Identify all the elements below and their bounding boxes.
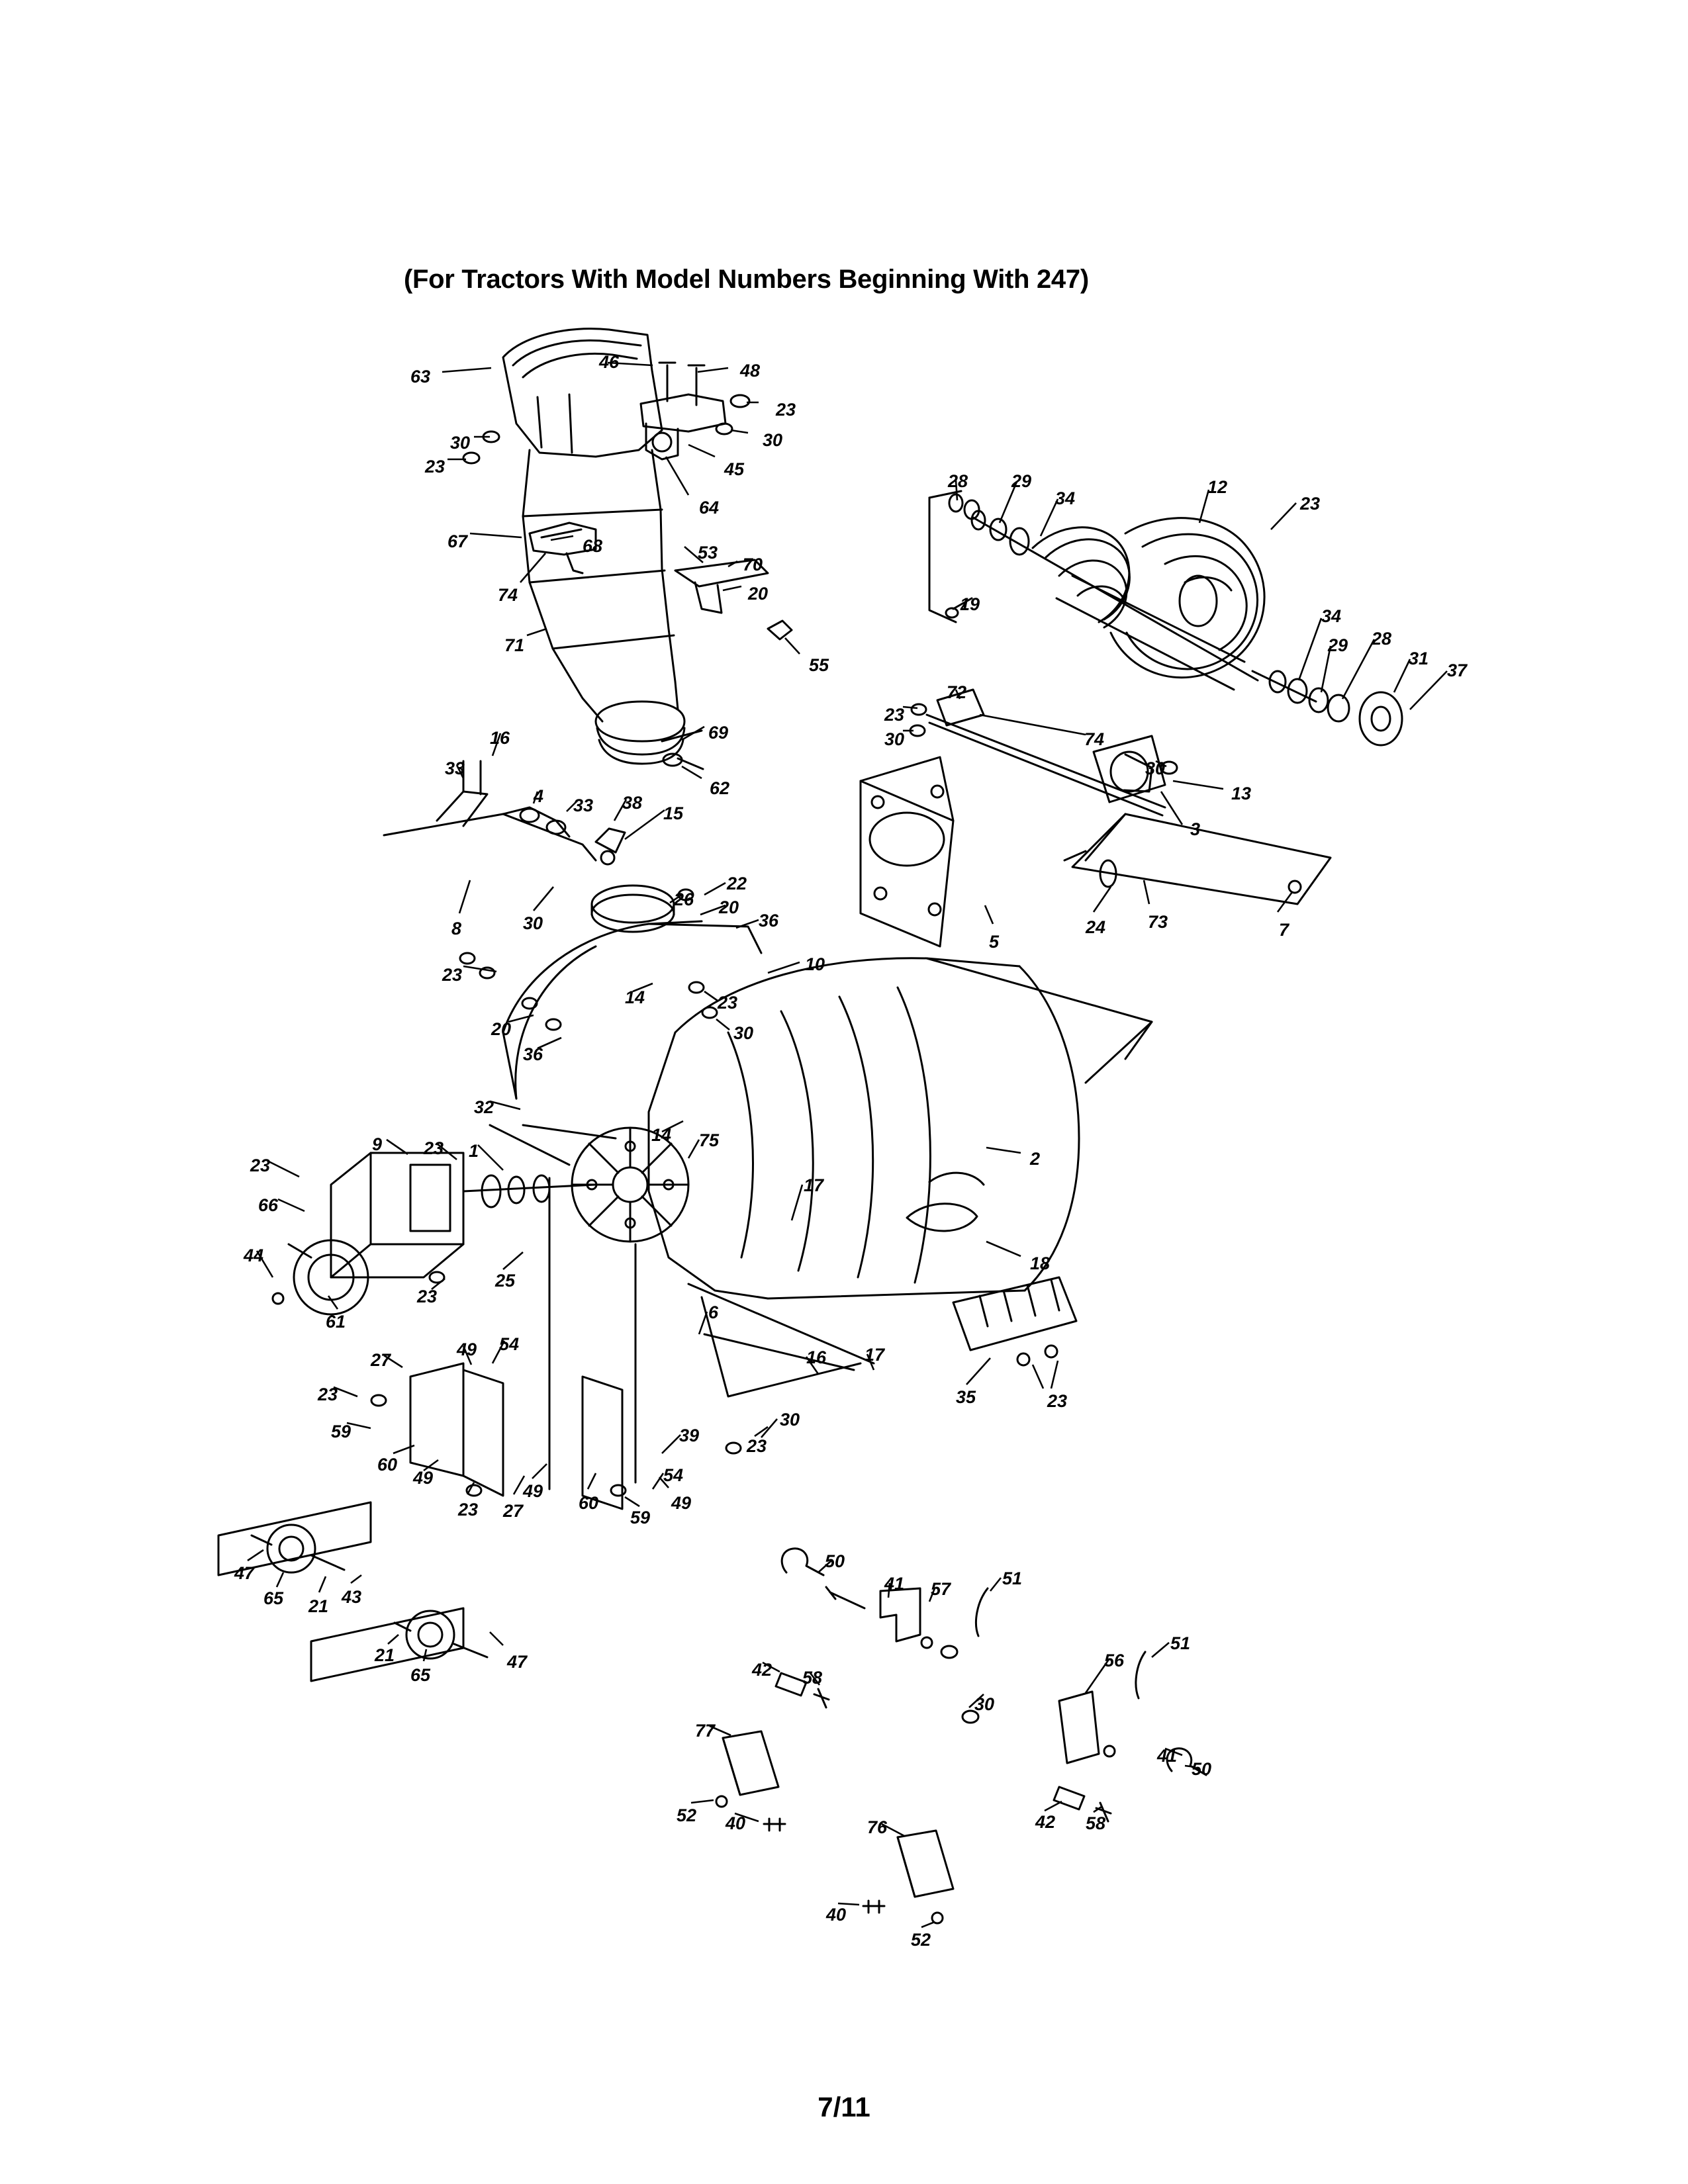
callout-number: 37 bbox=[1447, 660, 1468, 680]
callout-number: 23 bbox=[417, 1287, 438, 1306]
callout-number: 51 bbox=[1170, 1633, 1191, 1653]
callout-number: 76 bbox=[867, 1817, 888, 1837]
callout-number: 72 bbox=[947, 682, 967, 702]
callout-number: 65 bbox=[410, 1665, 431, 1685]
callout-number: 65 bbox=[263, 1588, 284, 1608]
callout-number: 59 bbox=[630, 1508, 651, 1527]
callout-number: 58 bbox=[1086, 1813, 1106, 1833]
callout-number: 40 bbox=[726, 1813, 746, 1833]
callout-number: 41 bbox=[884, 1574, 905, 1594]
callout-number: 14 bbox=[651, 1125, 672, 1145]
callout-number: 30 bbox=[1145, 758, 1166, 778]
callout-number: 19 bbox=[960, 594, 980, 614]
callout-number: 68 bbox=[583, 536, 603, 556]
callout-number: 8 bbox=[451, 919, 462, 938]
callout-number: 27 bbox=[503, 1501, 524, 1521]
callout-number: 29 bbox=[1328, 635, 1348, 655]
callout-number: 12 bbox=[1207, 477, 1228, 497]
callout-number: 3 bbox=[1190, 819, 1201, 839]
callout-number: 53 bbox=[698, 543, 718, 563]
callout-number: 52 bbox=[911, 1930, 931, 1950]
page-number: 7/11 bbox=[818, 2091, 870, 2122]
callout-number: 16 bbox=[806, 1347, 827, 1367]
callout-number: 61 bbox=[326, 1312, 346, 1332]
callout-number: 21 bbox=[375, 1645, 395, 1665]
callout-number: 23 bbox=[424, 1138, 444, 1158]
callout-number: 77 bbox=[695, 1721, 716, 1741]
callout-number: 70 bbox=[743, 555, 763, 574]
callout-number: 39 bbox=[679, 1426, 700, 1445]
callout-number: 42 bbox=[1035, 1812, 1056, 1832]
callout-number: 33 bbox=[445, 758, 465, 778]
callout-number: 55 bbox=[809, 655, 829, 675]
callout-number: 21 bbox=[308, 1596, 329, 1616]
callout-number: 23 bbox=[1300, 494, 1321, 514]
callout-number: 32 bbox=[474, 1097, 494, 1117]
callout-number: 24 bbox=[1086, 917, 1106, 937]
callout-number: 20 bbox=[748, 584, 769, 604]
callout-number: 33 bbox=[573, 796, 594, 815]
callout-number: 67 bbox=[447, 531, 468, 551]
callout-number: 48 bbox=[740, 361, 761, 381]
callout-number: 50 bbox=[1192, 1759, 1212, 1779]
callout-number: 23 bbox=[425, 457, 445, 477]
callout-number: 23 bbox=[318, 1385, 338, 1404]
callout-number: 28 bbox=[1372, 629, 1392, 649]
callout-number: 6 bbox=[708, 1302, 719, 1322]
callout-number: 20 bbox=[491, 1019, 512, 1039]
callout-number: 17 bbox=[804, 1175, 824, 1195]
callout-number: 30 bbox=[974, 1694, 995, 1714]
callout-number: 7 bbox=[1279, 920, 1289, 940]
callout-number: 49 bbox=[457, 1340, 477, 1359]
callout-number: 30 bbox=[450, 433, 471, 453]
callout-number: 57 bbox=[931, 1579, 951, 1599]
callout-number: 45 bbox=[724, 459, 745, 479]
callout-number: 34 bbox=[1321, 606, 1342, 626]
callout-number: 36 bbox=[523, 1044, 543, 1064]
callout-number: 2 bbox=[1030, 1149, 1041, 1169]
callout-number: 36 bbox=[759, 911, 779, 931]
callout-number: 60 bbox=[377, 1455, 398, 1475]
callout-number: 23 bbox=[884, 705, 905, 725]
callout-number: 46 bbox=[599, 352, 620, 372]
callout-number: 30 bbox=[763, 430, 783, 450]
callout-number: 59 bbox=[331, 1422, 352, 1441]
callout-number: 25 bbox=[495, 1271, 516, 1291]
callout-number: 56 bbox=[1104, 1651, 1125, 1670]
callout-number: 43 bbox=[342, 1587, 362, 1607]
callout-number: 64 bbox=[699, 498, 720, 518]
callout-number: 23 bbox=[1047, 1391, 1068, 1411]
callout-number: 23 bbox=[776, 400, 796, 420]
callout-number: 30 bbox=[523, 913, 543, 933]
callout-number: 58 bbox=[802, 1668, 823, 1688]
callout-number: 52 bbox=[677, 1805, 697, 1825]
callout-number: 30 bbox=[780, 1410, 800, 1430]
callout-number: 69 bbox=[708, 723, 729, 743]
callout-number: 27 bbox=[371, 1350, 391, 1370]
callout-number: 49 bbox=[671, 1493, 692, 1513]
callout-number: 49 bbox=[523, 1481, 543, 1501]
callout-number: 74 bbox=[1084, 729, 1105, 749]
callout-number: 23 bbox=[442, 965, 463, 985]
callout-number: 20 bbox=[719, 897, 739, 917]
page-title: (For Tractors With Model Numbers Beginning With 247) bbox=[404, 265, 1089, 294]
callout-number: 29 bbox=[1011, 471, 1032, 491]
callout-number: 62 bbox=[710, 778, 730, 798]
callout-number: 63 bbox=[410, 367, 431, 387]
callout-number: 30 bbox=[733, 1023, 754, 1043]
callout-number: 50 bbox=[825, 1551, 845, 1571]
callout-number: 49 bbox=[413, 1468, 434, 1488]
callout-number: 18 bbox=[1030, 1253, 1051, 1273]
callout-number: 10 bbox=[805, 954, 825, 974]
callout-number: 16 bbox=[490, 728, 510, 748]
callout-number: 38 bbox=[622, 793, 643, 813]
callout-number: 22 bbox=[727, 874, 747, 893]
callout-number: 44 bbox=[244, 1246, 264, 1265]
callout-number: 14 bbox=[625, 987, 645, 1007]
callout-number: 71 bbox=[504, 635, 525, 655]
callout-number: 13 bbox=[1231, 784, 1252, 803]
callout-number: 73 bbox=[1148, 912, 1168, 932]
callout-number: 1 bbox=[469, 1141, 479, 1161]
callout-number: 51 bbox=[1002, 1569, 1023, 1588]
callout-number: 35 bbox=[956, 1387, 976, 1407]
callout-number: 4 bbox=[534, 786, 544, 806]
callout-number: 28 bbox=[948, 471, 968, 491]
callout-number: 23 bbox=[747, 1436, 767, 1456]
callout-number: 74 bbox=[498, 585, 518, 605]
callout-number: 17 bbox=[865, 1345, 885, 1365]
callout-number: 31 bbox=[1409, 649, 1429, 668]
callout-number: 40 bbox=[826, 1905, 847, 1925]
callout-number: 54 bbox=[663, 1465, 684, 1485]
callout-number: 66 bbox=[258, 1195, 279, 1215]
callout-number: 23 bbox=[250, 1156, 271, 1175]
callout-number: 41 bbox=[1157, 1746, 1178, 1766]
callout-number: 23 bbox=[458, 1500, 479, 1520]
callout-number: 26 bbox=[674, 889, 694, 909]
callout-number: 47 bbox=[507, 1652, 528, 1672]
callout-number: 42 bbox=[752, 1660, 773, 1680]
callout-number: 54 bbox=[499, 1334, 520, 1354]
callout-number: 60 bbox=[579, 1493, 599, 1513]
callout-number: 5 bbox=[989, 932, 1000, 952]
callout-number: 75 bbox=[699, 1130, 720, 1150]
callout-number: 15 bbox=[663, 803, 684, 823]
callout-number: 30 bbox=[884, 729, 905, 749]
callout-number: 9 bbox=[372, 1134, 383, 1154]
callout-number: 34 bbox=[1055, 488, 1076, 508]
callout-number: 23 bbox=[718, 993, 738, 1013]
callout-number: 47 bbox=[234, 1563, 255, 1583]
